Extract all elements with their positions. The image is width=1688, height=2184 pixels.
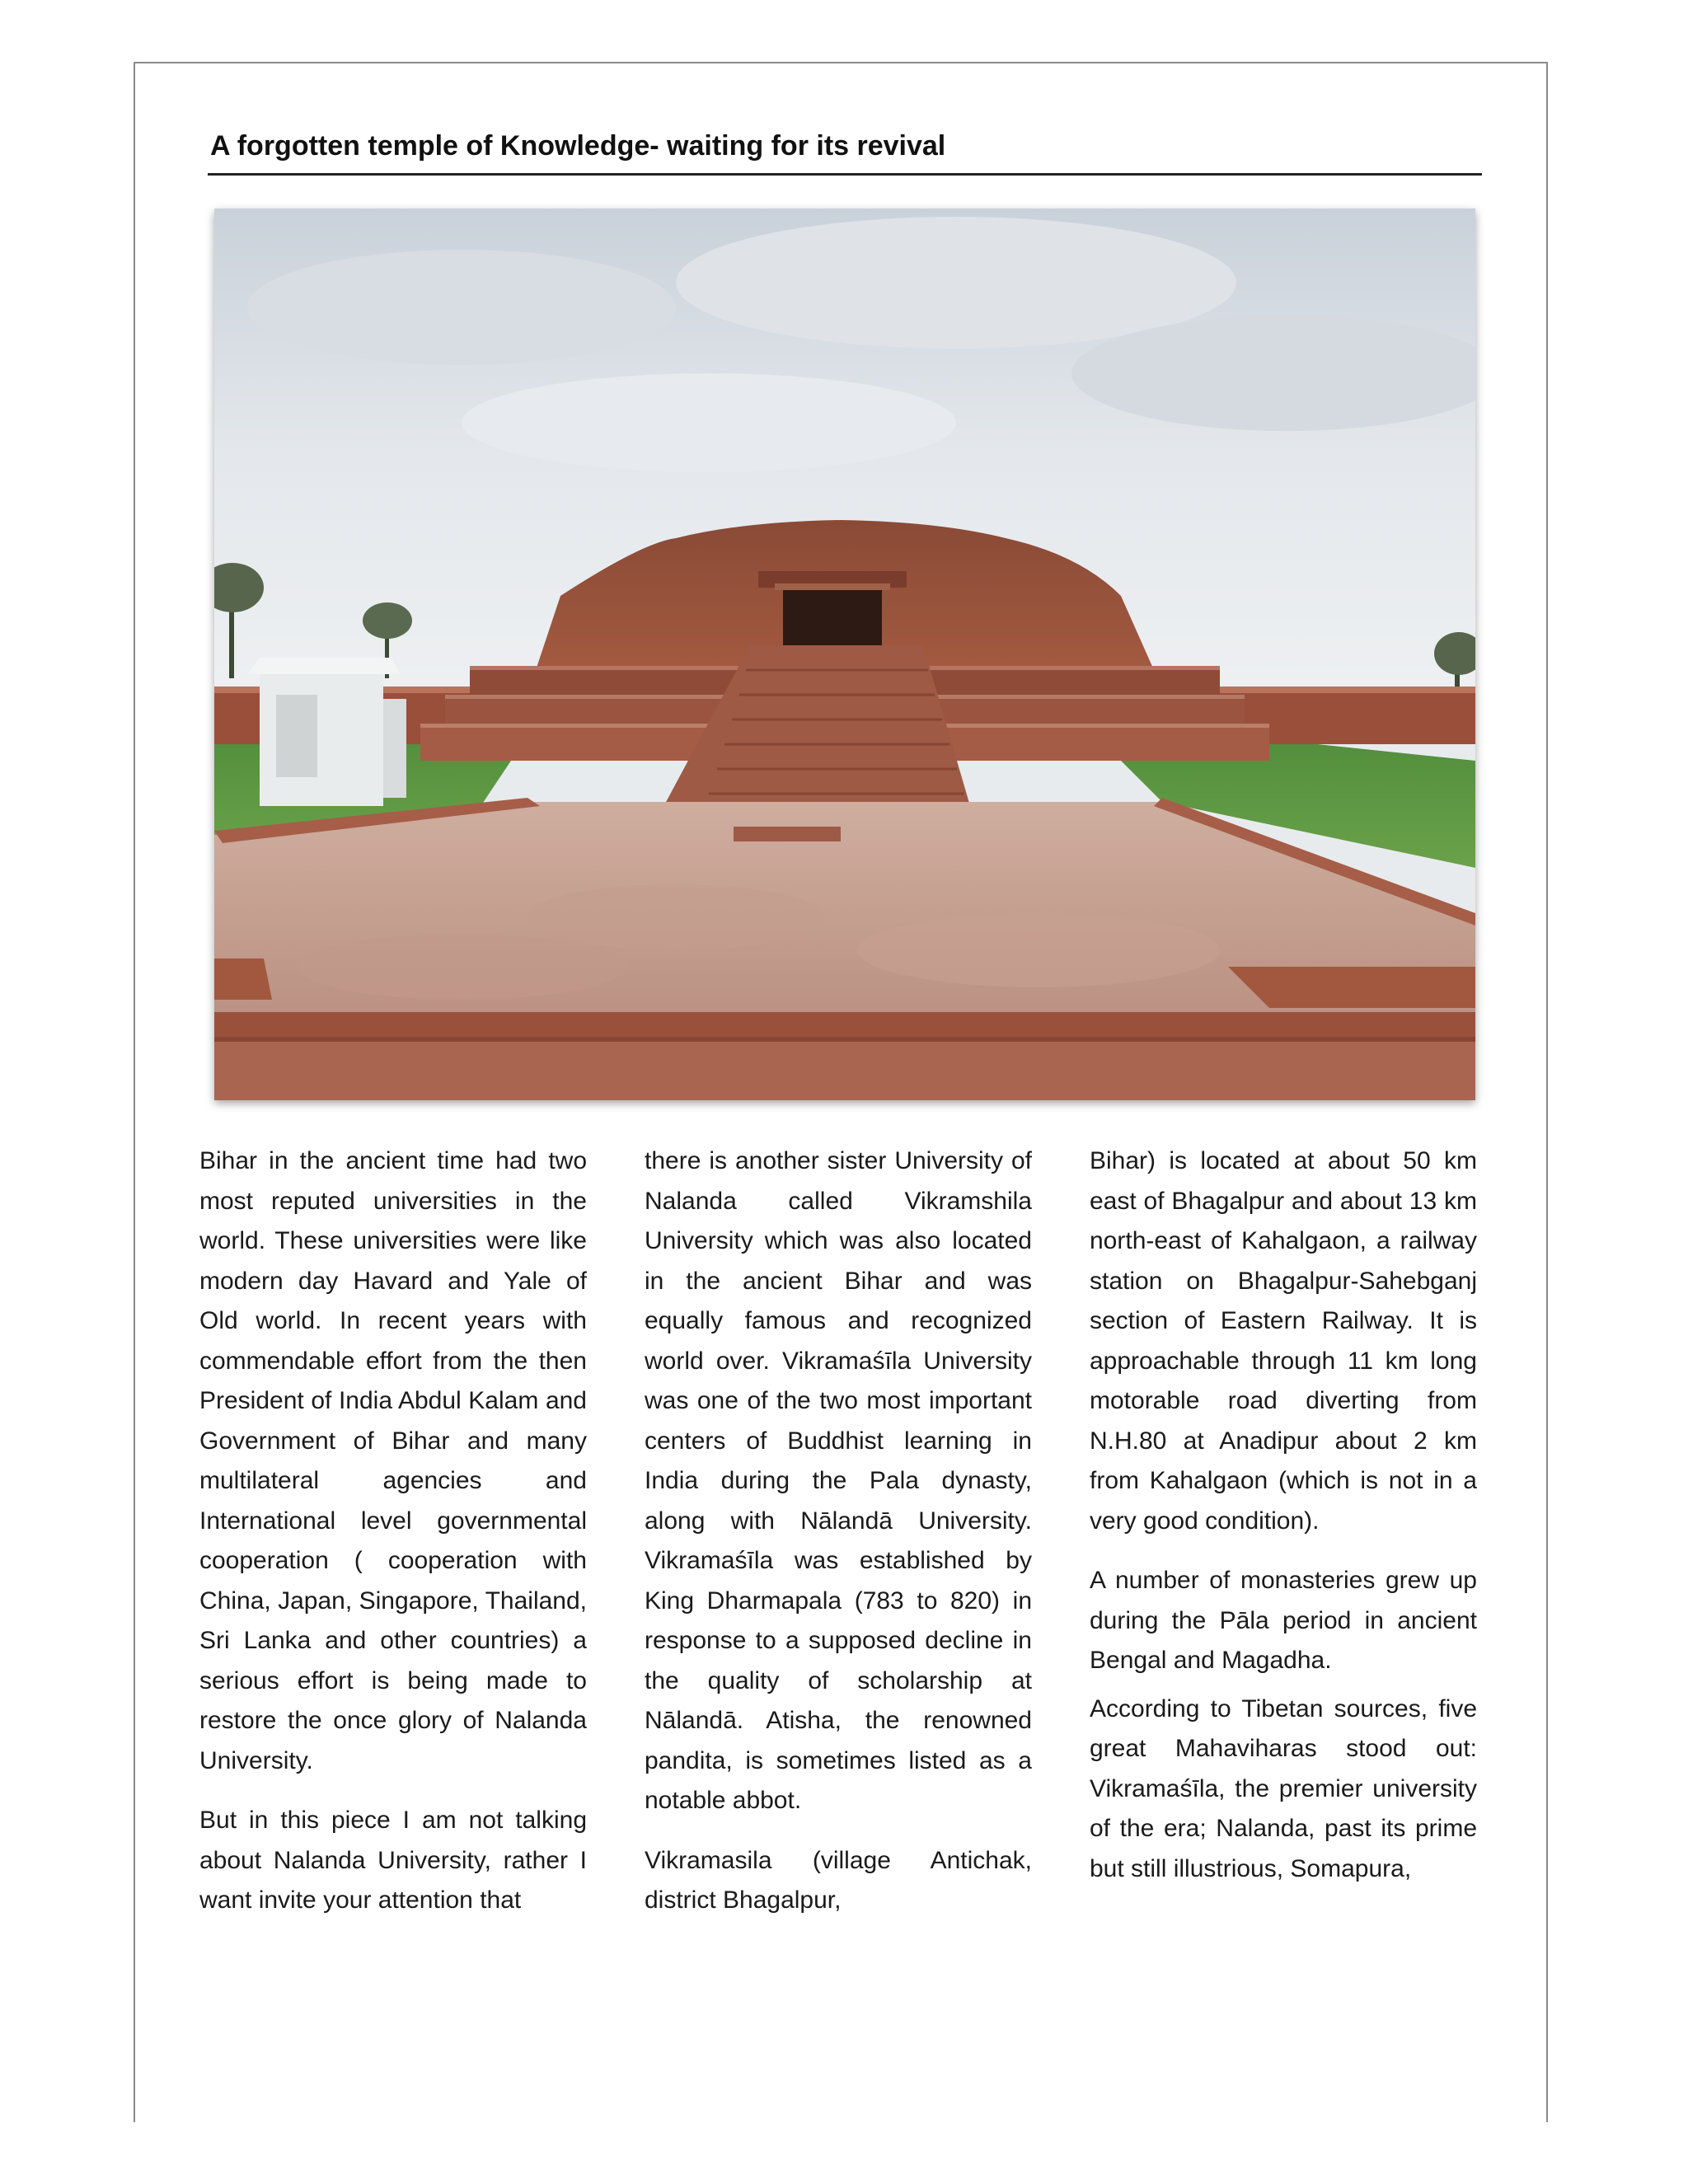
article-column-3 [1090, 1141, 1477, 1909]
article-column-1 [199, 1141, 587, 1941]
document-title: A forgotten temple of Knowledge- waiting for its revival [210, 130, 946, 162]
paragraph: there is another sister University of Nalanda called Vikramshila University which was also located in the ancient Bihar and was equally famous and recognized world over. Vikramaśīla University was one of the two most important centers of Buddhist learning in India during the Pala dynasty, along with Nālandā University. Vikramaśīla was established by King Dharmapala (783 to 820) in response to a supposed decline in the quality of scholarship at Nālandā. Atisha, the renowned pandita, is sometimes listed as a notable abbot. [645, 1147, 1032, 1814]
title-underline [208, 173, 1482, 176]
paragraph: Bihar) is located at about 50 km east of Bhagalpur and about 13 km north-east of Kahalgaon, a railway station on Bhagalpur-Sahebganj section of Eastern Railway. It is approachable through 11 km long motorable road diverting from N.H.80 at Anadipur about 2 km from Kahalgaon (which is not in a very good condition). [1090, 1147, 1477, 1535]
paragraph: But in this piece I am not talking about Nalanda University, rather I want invite your attention that [199, 1807, 587, 1914]
paragraph: Vikramasila (village Antichak, district Bhagalpur, [645, 1846, 1032, 1914]
vikramshila-ruins-photo [214, 209, 1475, 1100]
paragraph: According to Tibetan sources, five great Mahaviharas stood out: Vikramaśīla, the premier university of the era; Nalanda, past its prime but still illustrious, Somapura, [1090, 1694, 1477, 1882]
article-column-2 [645, 1141, 1032, 1941]
paragraph: A number of monasteries grew up during the Pāla period in ancient Bengal and Magadha. [1090, 1567, 1477, 1674]
article-body [199, 1141, 1477, 1982]
paragraph: Bihar in the ancient time had two most reputed universities in the world. These universities were like modern day Havard and Yale of Old world. In recent years with commendable effort from the then President of India Abdul Kalam and Government of Bihar and many multilateral agencies and International level governmental cooperation ( cooperation with China, Japan, Singapore, Thailand, Sri Lanka and other countries) a serious effort is being made to restore the once glory of Nalanda University. [199, 1147, 587, 1774]
